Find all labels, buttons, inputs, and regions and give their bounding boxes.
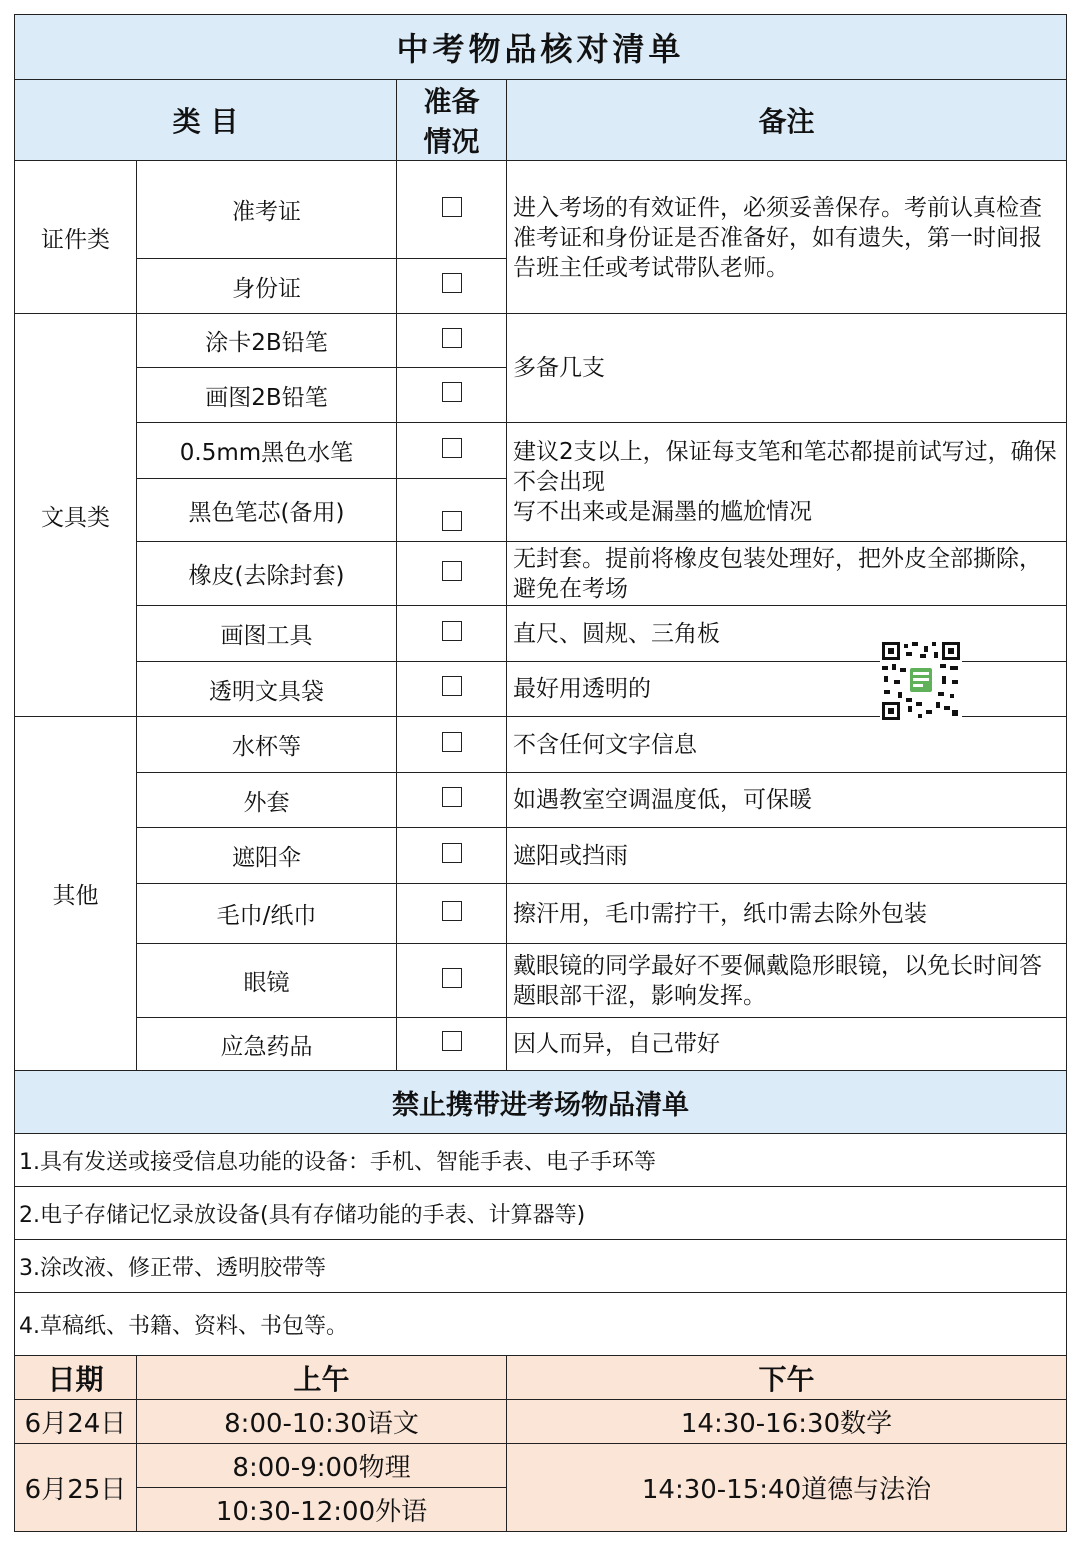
checkbox-cup[interactable] bbox=[397, 717, 507, 773]
checklist-table bbox=[14, 14, 1067, 1532]
checkbox-black-pen[interactable] bbox=[397, 423, 507, 479]
category-documents: 证件类 bbox=[15, 161, 137, 314]
note-drawing-tools: 直尺、圆规、三角板 bbox=[507, 606, 1067, 662]
checkbox-admission-ticket[interactable] bbox=[397, 161, 507, 259]
schedule-date: 6月24日 bbox=[15, 1400, 137, 1444]
item-cup: 水杯等 bbox=[137, 717, 397, 773]
note-glasses: 戴眼镜的同学最好不要佩戴隐形眼镜，以免长时间答题眼部干涩，影响发挥。 bbox=[507, 944, 1067, 1018]
note-pencil-bag: 最好用透明的 bbox=[507, 662, 1067, 717]
schedule-header-date: 日期 bbox=[15, 1356, 137, 1400]
item-eraser: 橡皮(去除封套) bbox=[137, 542, 397, 606]
column-header-category: 类 目 bbox=[15, 80, 397, 161]
item-2b-pencil-card: 涂卡2B铅笔 bbox=[137, 314, 397, 368]
checkbox-umbrella[interactable] bbox=[397, 828, 507, 884]
checkbox-drawing-tools[interactable] bbox=[397, 606, 507, 662]
item-drawing-tools: 画图工具 bbox=[137, 606, 397, 662]
checkbox-pencil-bag[interactable] bbox=[397, 662, 507, 717]
item-refill: 黑色笔芯(备用) bbox=[137, 479, 397, 542]
schedule-afternoon: 14:30-15:40道德与法治 bbox=[507, 1444, 1067, 1532]
category-stationery: 文具类 bbox=[15, 314, 137, 717]
checkbox-towel[interactable] bbox=[397, 884, 507, 944]
note-documents: 进入考场的有效证件，必须妥善保存。考前认真检查准考证和身份证是否准备好，如有遗失，第一时间报告班主任或考试带队老师。 bbox=[507, 161, 1067, 314]
note-cup: 不含任何文字信息 bbox=[507, 717, 1067, 773]
note-pens: 建议2支以上，保证每支笔和笔芯都提前试写过，确保不会出现 写不出来或是漏墨的尴尬情况 bbox=[507, 423, 1067, 542]
checkbox-eraser[interactable] bbox=[397, 542, 507, 606]
checkbox-2b-pencil-drawing[interactable] bbox=[397, 368, 507, 423]
item-id-card: 身份证 bbox=[137, 259, 397, 314]
item-umbrella: 遮阳伞 bbox=[137, 828, 397, 884]
note-towel: 擦汗用，毛巾需拧干，纸巾需去除外包装 bbox=[507, 884, 1067, 944]
item-pencil-bag: 透明文具袋 bbox=[137, 662, 397, 717]
item-towel: 毛巾/纸巾 bbox=[137, 884, 397, 944]
checkbox-2b-pencil-card[interactable] bbox=[397, 314, 507, 368]
banned-item: 3.涂改液、修正带、透明胶带等 bbox=[15, 1240, 1067, 1293]
banned-item: 1.具有发送或接受信息功能的设备：手机、智能手表、电子手环等 bbox=[15, 1134, 1067, 1187]
checkbox-refill[interactable] bbox=[397, 479, 507, 542]
banned-item: 4.草稿纸、书籍、资料、书包等。 bbox=[15, 1293, 1067, 1356]
schedule-afternoon: 14:30-16:30数学 bbox=[507, 1400, 1067, 1444]
note-umbrella: 遮阳或挡雨 bbox=[507, 828, 1067, 884]
schedule-header-morning: 上午 bbox=[137, 1356, 507, 1400]
note-eraser: 无封套。提前将橡皮包装处理好，把外皮全部撕除，避免在考场 bbox=[507, 542, 1067, 606]
banned-title: 禁止携带进考场物品清单 bbox=[15, 1071, 1067, 1134]
schedule-morning: 8:00-10:30语文 bbox=[137, 1400, 507, 1444]
item-glasses: 眼镜 bbox=[137, 944, 397, 1018]
category-others: 其他 bbox=[15, 717, 137, 1071]
note-medicine: 因人而异，自己带好 bbox=[507, 1018, 1067, 1071]
item-black-pen: 0.5mm黑色水笔 bbox=[137, 423, 397, 479]
schedule-morning: 10:30-12:00外语 bbox=[137, 1488, 507, 1532]
page-title: 中考物品核对清单 bbox=[15, 15, 1067, 80]
item-jacket: 外套 bbox=[137, 773, 397, 828]
schedule-header-afternoon: 下午 bbox=[507, 1356, 1067, 1400]
schedule-date: 6月25日 bbox=[15, 1444, 137, 1532]
note-jacket: 如遇教室空调温度低，可保暖 bbox=[507, 773, 1067, 828]
item-medicine: 应急药品 bbox=[137, 1018, 397, 1071]
checkbox-id-card[interactable] bbox=[397, 259, 507, 314]
checkbox-glasses[interactable] bbox=[397, 944, 507, 1018]
checkbox-jacket[interactable] bbox=[397, 773, 507, 828]
item-2b-pencil-drawing: 画图2B铅笔 bbox=[137, 368, 397, 423]
qr-code-icon bbox=[880, 640, 962, 722]
column-header-remark: 备注 bbox=[507, 80, 1067, 161]
note-pencils: 多备几支 bbox=[507, 314, 1067, 423]
checklist-sheet bbox=[14, 14, 1066, 1532]
schedule-morning: 8:00-9:00物理 bbox=[137, 1444, 507, 1488]
banned-item: 2.电子存储记忆录放设备(具有存储功能的手表、计算器等) bbox=[15, 1187, 1067, 1240]
item-admission-ticket: 准考证 bbox=[137, 161, 397, 259]
checkbox-medicine[interactable] bbox=[397, 1018, 507, 1071]
column-header-ready: 准备 情况 bbox=[397, 80, 507, 161]
